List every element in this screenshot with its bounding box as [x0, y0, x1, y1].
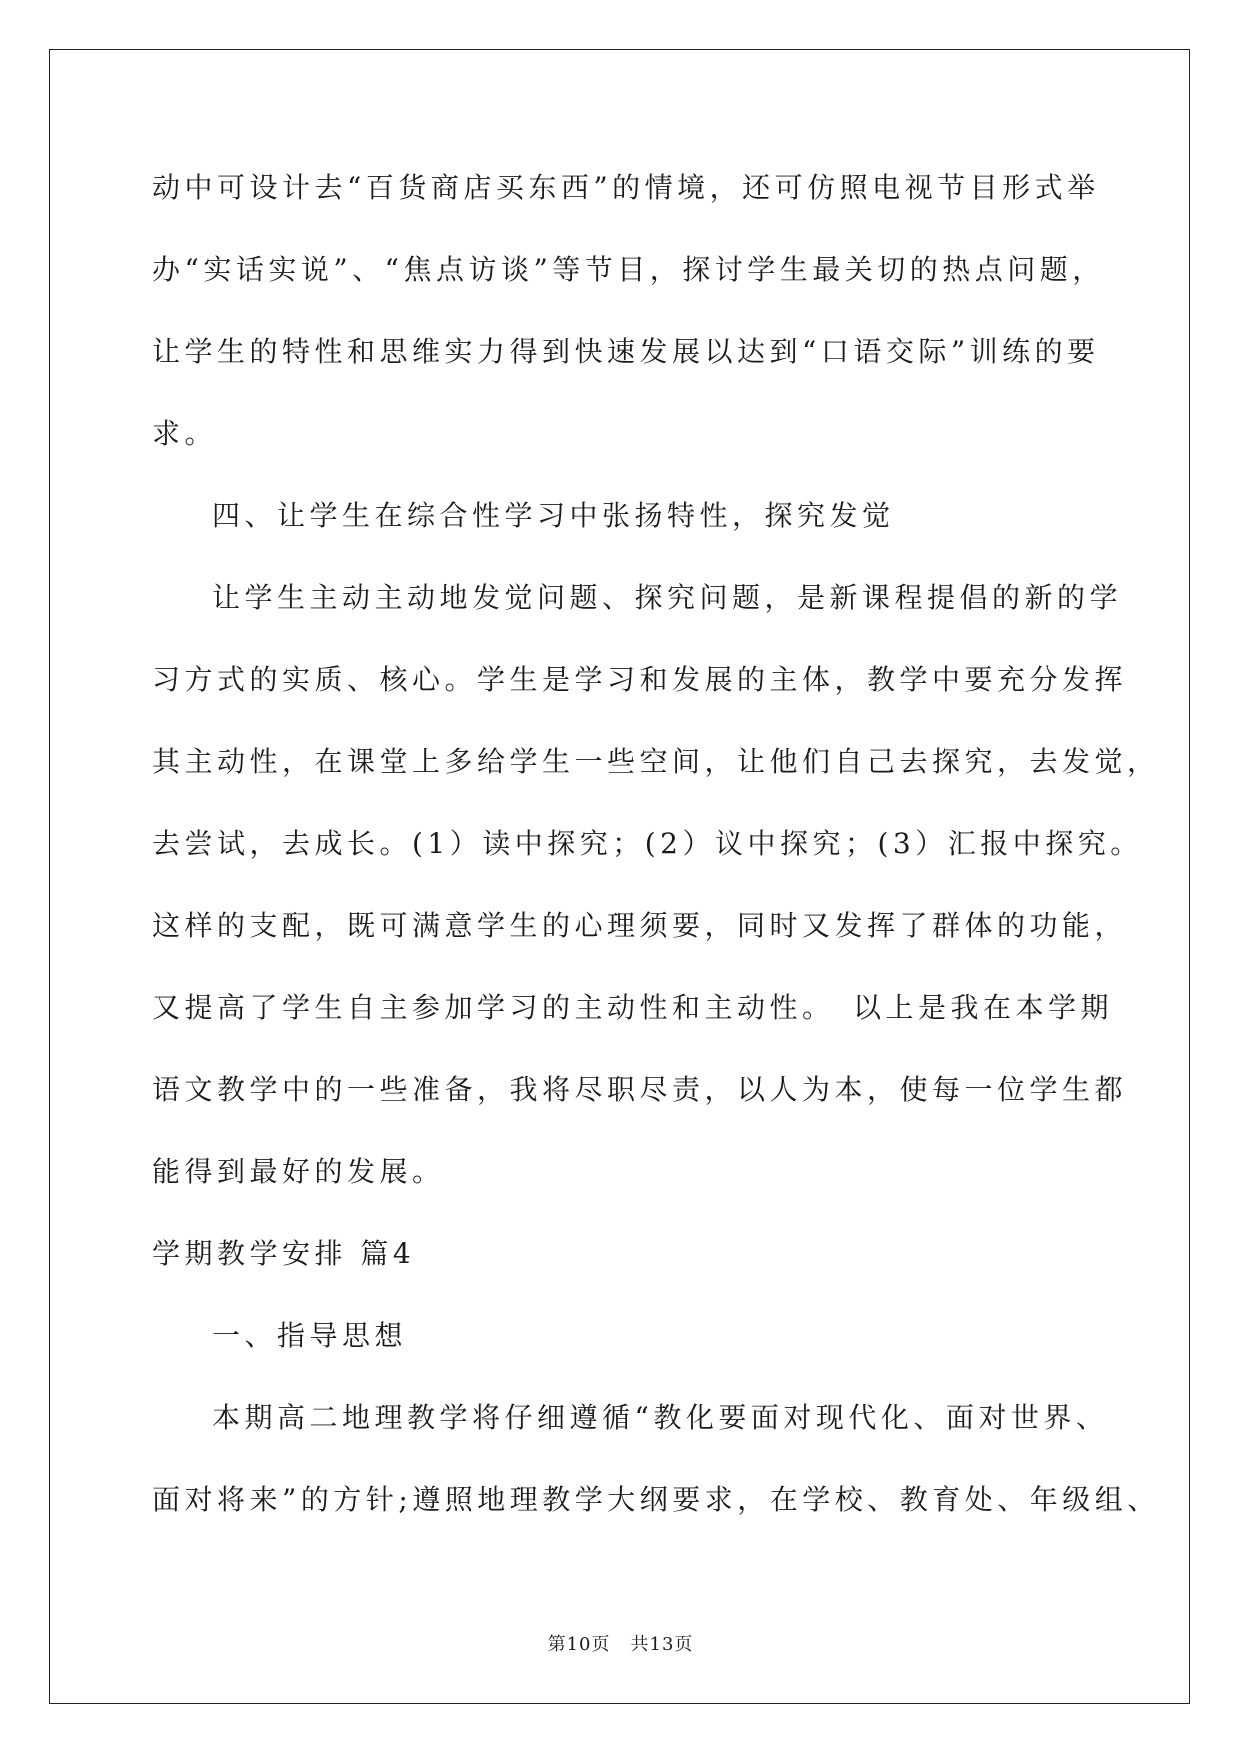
text-line: 面对将来”的方针;遵照地理教学大纲要求，在学校、教育处、年级组、: [152, 1483, 1160, 1516]
text-line: 能得到最好的发展。: [152, 1155, 445, 1188]
text-line: 办“实话实说”、“焦点访谈”等节目，探讨学生最关切的热点问题，: [152, 253, 1105, 286]
text-line: 动中可设计去“百货商店买东西”的情境，还可仿照电视节目形式举: [152, 171, 1100, 204]
text-line: 其主动性，在课堂上多给学生一些空间，让他们自己去探究，去发觉，: [152, 745, 1160, 778]
text-line: 让学生的特性和思维实力得到快速发展以达到“口语交际”训练的要: [152, 335, 1100, 368]
page-total: 共13页: [630, 1634, 694, 1655]
page-footer: [0, 1630, 1241, 1656]
document-body: [152, 159, 1160, 1553]
text-line: 让学生主动主动地发觉问题、探究问题，是新课程提倡的新的学: [212, 581, 1123, 614]
text-line: 这样的支配，既可满意学生的心理须要，同时又发挥了群体的功能，: [152, 909, 1128, 942]
text-line: 本期高二地理教学将仔细遵循“教化要面对现代化、面对世界、: [212, 1401, 1109, 1434]
text-line: 求。: [152, 417, 218, 450]
page-number: 第10页: [547, 1634, 611, 1655]
text-line: 语文教学中的一些准备，我将尽职尽责，以人为本，使每一位学生都: [152, 1073, 1128, 1106]
text-line: 去尝试，去成长。(1）读中探究；(2）议中探究；(3）汇报中探究。: [152, 827, 1143, 860]
section-heading: 一、指导思想: [212, 1319, 408, 1352]
text-line: 习方式的实质、核心。学生是学习和发展的主体，教学中要充分发挥: [152, 663, 1128, 696]
article-title: 学期教学安排 篇4: [152, 1237, 416, 1270]
text-line: 又提高了学生自主参加学习的主动性和主动性。 以上是我在本学期: [152, 991, 1114, 1024]
section-heading: 四、让学生在综合性学习中张扬特性，探究发觉: [212, 499, 895, 532]
